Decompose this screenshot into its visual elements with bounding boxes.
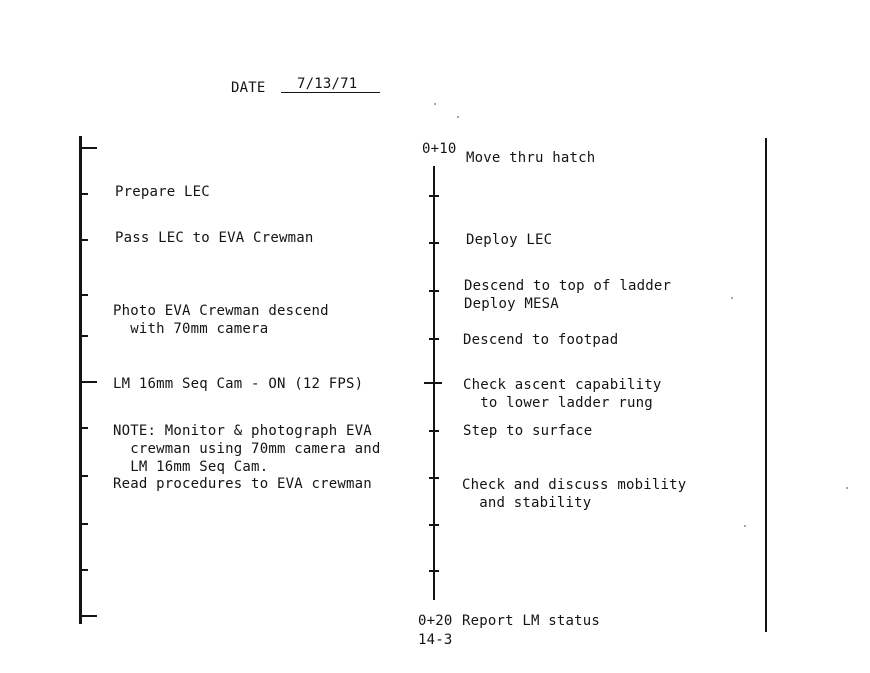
scan-speck (731, 297, 733, 299)
center-timeline-tick (429, 430, 439, 432)
left-timeline-tick (79, 569, 88, 571)
left-timeline-tick (79, 239, 88, 241)
right-entry-deploy-lec: Deploy LEC (466, 232, 553, 248)
left-timeline-tick (79, 523, 88, 525)
date-underline (281, 92, 380, 93)
center-timeline-tick (429, 338, 439, 340)
right-entry-descend-ladder: Descend to top of ladder Deploy MESA (464, 278, 672, 312)
center-timeline-tick (429, 242, 439, 244)
center-timeline-tick (429, 524, 439, 526)
left-entry-read-procedures: Read procedures to EVA crewman (113, 476, 372, 492)
scan-speck (846, 487, 848, 489)
left-timeline-tick (79, 475, 88, 477)
center-timeline-tick (424, 382, 442, 384)
left-entry-photo-eva: Photo EVA Crewman descend with 70mm camera (113, 303, 329, 337)
left-entry-note: NOTE: Monitor & photograph EVA crewman using 70mm camera and LM 16mm Seq Cam. (113, 423, 381, 475)
start-time: 0+10 (422, 141, 457, 157)
right-border-line (765, 138, 767, 632)
left-timeline-tick (79, 427, 88, 429)
right-entry-report-lm-status: Report LM status (462, 613, 601, 629)
scan-speck (457, 116, 459, 118)
scan-speck (744, 525, 746, 527)
date-label: DATE (231, 80, 266, 96)
left-timeline-tick (79, 335, 88, 337)
left-timeline-tick (79, 381, 97, 383)
left-timeline-tick (79, 294, 88, 296)
end-time: 0+20 (418, 613, 453, 629)
right-entry-move-thru-hatch: Move thru hatch (466, 150, 596, 166)
left-timeline-tick (79, 615, 97, 617)
page-number: 14-3 (418, 632, 453, 648)
left-entry-seq-cam: LM 16mm Seq Cam - ON (12 FPS) (113, 376, 364, 392)
scan-speck (434, 103, 436, 105)
center-timeline-tick (429, 290, 439, 292)
left-entry-prepare-lec: Prepare LEC (115, 184, 210, 200)
right-entry-descend-footpad: Descend to footpad (463, 332, 619, 348)
right-entry-step-to-surface: Step to surface (463, 423, 593, 439)
left-timeline-tick (79, 147, 97, 149)
center-timeline-tick (429, 195, 439, 197)
right-entry-check-mobility: Check and discuss mobility and stability (462, 477, 687, 511)
center-timeline-tick (429, 570, 439, 572)
center-timeline-tick (429, 477, 439, 479)
left-entry-pass-lec: Pass LEC to EVA Crewman (115, 230, 314, 246)
left-timeline-tick (79, 193, 88, 195)
right-entry-check-ascent: Check ascent capability to lower ladder rung (463, 377, 662, 411)
date-value: 7/13/71 (297, 76, 358, 92)
left-timeline-bar (79, 136, 82, 624)
